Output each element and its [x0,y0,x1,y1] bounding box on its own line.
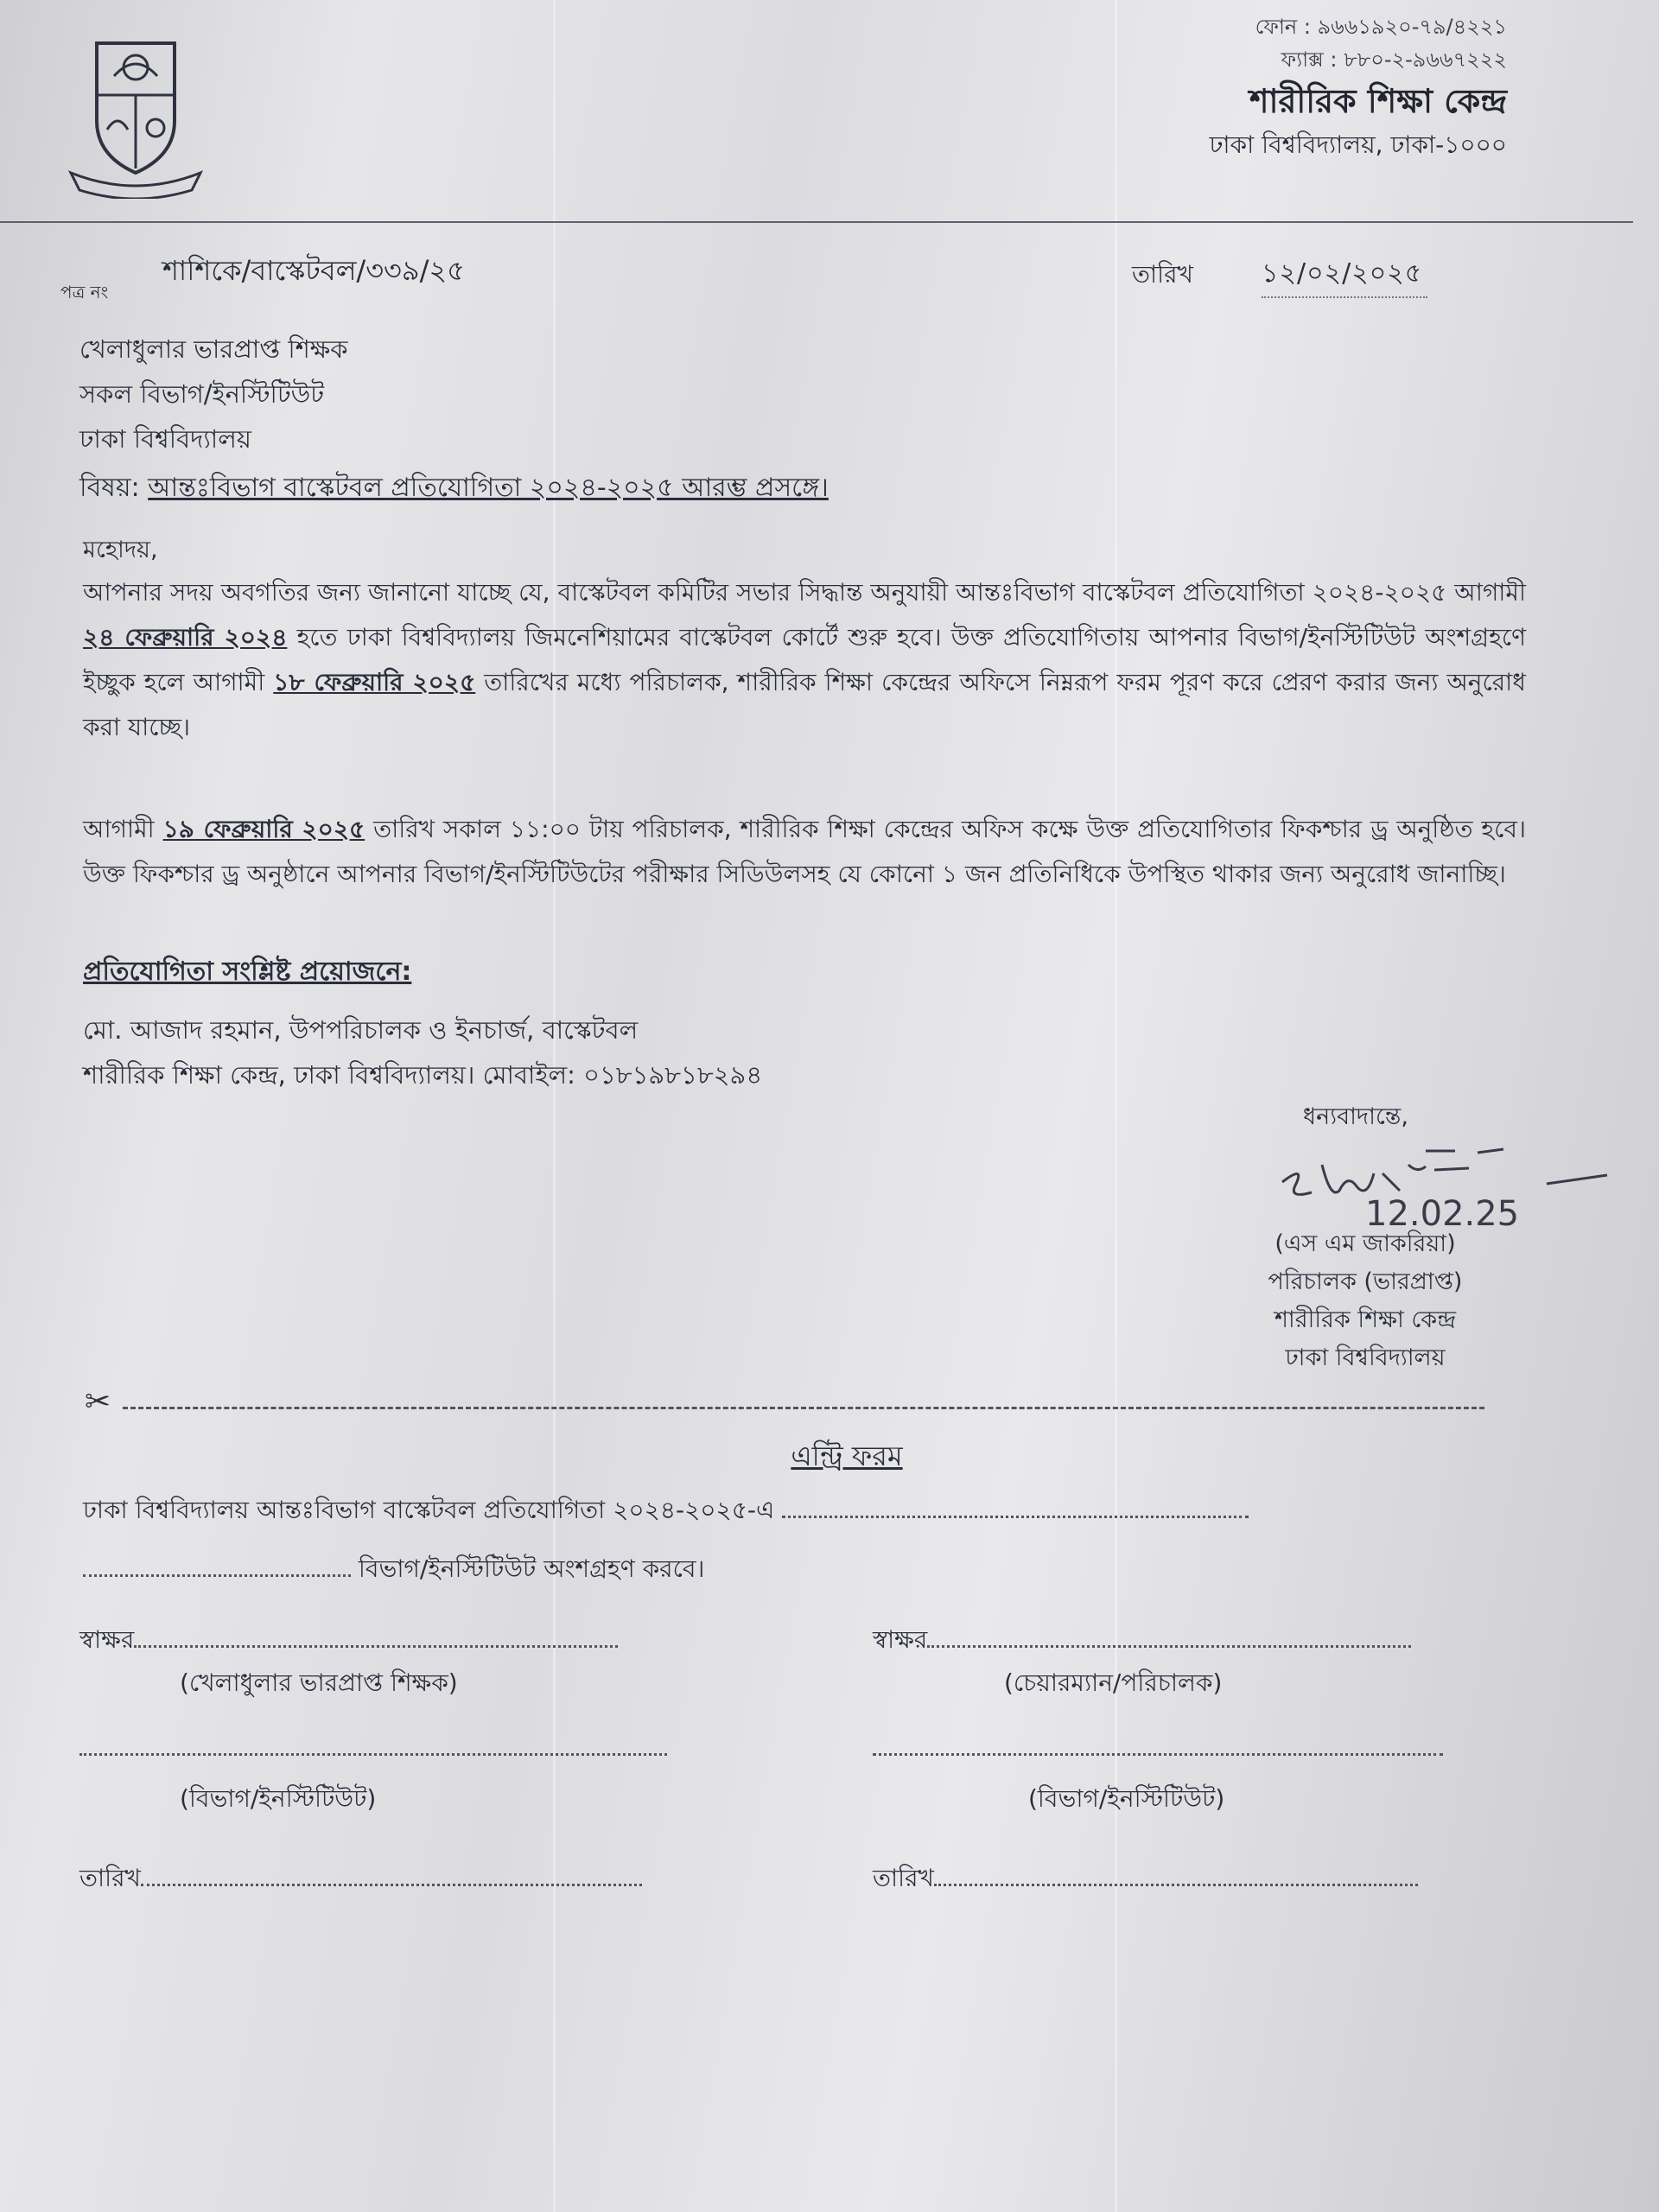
signatory-name: (এস এম জাকরিয়া) [1274,1230,1456,1257]
form-title [0,1434,1659,1481]
signatory-role: (চেয়ারম্যান/পরিচালক) [1004,1669,1223,1697]
signatory-role: (খেলাধুলার ভারপ্রাপ্ত শিক্ষক) [180,1669,458,1697]
signatory-university: ঢাকা বিশ্ববিদ্যালয় [1285,1344,1446,1371]
body-paragraph-1 [83,570,1526,750]
closing-thanks: ধন্যবাদান্তে, [1303,1103,1408,1130]
signatory-office: শারীরিক শিক্ষা কেন্দ্র [1274,1306,1457,1333]
form-line-1 [83,1491,1249,1532]
contact-line: শারীরিক শিক্ষা কেন্দ্র, ঢাকা বিশ্ববিদ্যালয়। মোবাইল: ০১৮১৯৮১৮২৯৪ [83,1060,763,1090]
department-blank[interactable] [782,1497,1249,1518]
header-divider [0,221,1633,223]
date-blank[interactable] [934,1865,1418,1886]
deadline-date: ১৮ ফেব্রুয়ারি ২০২৫ [273,668,476,696]
body-text: আপনার সদয় অবগতির জন্য জানানো যাচ্ছে যে, বাস্কেটবল কমিটির সভার সিদ্ধান্ত অনুযায়ী আন্তঃবিভাগ বাস্কেটবল প্রতিযোগিতা ২০২৪-২০২৫ আগামী [83,578,1526,607]
addressee-line: সকল বিভাগ/ইনস্টিটিউট [79,379,325,409]
signature-label: স্বাক্ষর [873,1625,928,1654]
signature-date: 12.02.25 [1365,1194,1520,1234]
form-line-2 [83,1550,704,1591]
signature-blank[interactable] [134,1626,618,1648]
date-label: তারিখ [873,1864,934,1892]
addressee-line: খেলাধুলার ভারপ্রাপ্ত শিক্ষক [79,334,348,364]
subject-text: আন্তঃবিভাগ বাস্কেটবল প্রতিযোগিতা ২০২৪-২০২৫ আরম্ভ প্রসঙ্গে। [148,473,829,503]
addressee-block [79,327,348,461]
subject-label: বিষয়: [79,473,140,503]
body-paragraph-2 [83,807,1526,897]
signatory-block [1236,1225,1495,1377]
dashed-divider [123,1407,1484,1409]
department-caption: (বিভাগ/ইনস্টিটিউট) [1028,1784,1225,1813]
scissors-icon: ✂ [85,1384,111,1420]
letterhead-contact [1210,10,1507,164]
body-text: হতে ঢাকা বিশ্ববিদ্যালয় জিমনেশিয়ামের বাস্কেটবল কোর্টে শুরু হবে। উক্ত প্রতিযোগিতায় আপনার বিভাগ/ইনস্টিটিউট অংশগ্রহণে ইচ্ছুক হলে আগামী [83,623,1526,696]
form-title-text: এন্ট্রি ফরম [791,1440,903,1472]
department-blank[interactable] [79,1734,667,1756]
letter-date: ১২/০২/২০২৫ [1262,252,1427,298]
form-text: ঢাকা বিশ্ববিদ্যালয় আন্তঃবিভাগ বাস্কেটবল প্রতিযোগিতা ২০২৪-২০২৫-এ [83,1496,775,1524]
contact-person [83,1007,762,1097]
form-text: বিভাগ/ইনস্টিটিউট অংশগ্রহণ করবে। [358,1554,705,1583]
contact-line: মো. আজাদ রহমান, উপপরিচালক ও ইনচার্জ, বাস্কেটবল [83,1015,639,1045]
phone-number: ফোন : ৯৬৬১৯২০-৭৯/৪২২১ [1255,15,1507,39]
handwritten-signature [1270,1139,1633,1234]
signature-blank[interactable] [927,1626,1411,1648]
addressee-line: ঢাকা বিশ্ববিদ্যালয় [79,424,251,454]
signature-label: স্বাক্ষর [79,1625,135,1654]
draw-date: ১৯ ফেব্রুয়ারি ২০২৫ [162,815,365,843]
body-text: তারিখের মধ্যে পরিচালক, শারীরিক শিক্ষা কেন্দ্রের অফিসে নিম্নরূপ ফরম পূরণ করে প্রেরণ করার জন্য অনুরোধ করা যাচ্ছে। [83,668,1526,741]
fax-number: ফ্যাক্স : ৮৮০-২-৯৬৬৭২২২ [1281,48,1507,72]
salutation: মহোদয়, [83,537,158,563]
signatory-title: পরিচালক (ভারপ্রাপ্ত) [1268,1268,1463,1295]
reference-label: পত্র নং [60,282,109,302]
body-text: আগামী [83,815,163,843]
date-label: তারিখ [79,1864,141,1892]
date-label: তারিখ [1132,260,1193,289]
reference-number: শাশিকে/বাস্কেটবল/৩৩৯/২৫ [162,254,465,287]
start-date: ২৪ ফেব্রুয়ারি ২০২৪ [83,623,288,652]
body-text: তারিখ সকাল ১১:০০ টায় পরিচালক, শারীরিক শিক্ষা কেন্দ্রের অফিস কক্ষে উক্ত প্রতিযোগিতার ফিকশ্চার ড্র অনুষ্ঠিত হবে। উক্ত ফিকশ্চার ড্র অনুষ্ঠানে আপনার বিভাগ/ইনস্টিটিউটের পরীক্ষার সিডিউলসহ যে কোনো ১ জন প্রতিনিধিকে উপস্থিত থাকার জন্য অনুরোধ জানাচ্ছি। [83,815,1526,888]
department-blank[interactable] [873,1734,1443,1756]
department-blank[interactable] [83,1555,351,1577]
contact-heading: প্রতিযোগিতা সংশ্লিষ্ট প্রয়োজনে: [83,957,412,987]
department-caption: (বিভাগ/ইনস্টিটিউট) [180,1784,377,1813]
university-seal-icon [62,26,209,199]
subject-line [79,467,829,511]
office-address: ঢাকা বিশ্ববিদ্যালয়, ঢাকা-১০০০ [1209,130,1507,159]
date-blank[interactable] [141,1865,642,1886]
office-name: শারীরিক শিক্ষা কেন্দ্র [1249,82,1507,120]
